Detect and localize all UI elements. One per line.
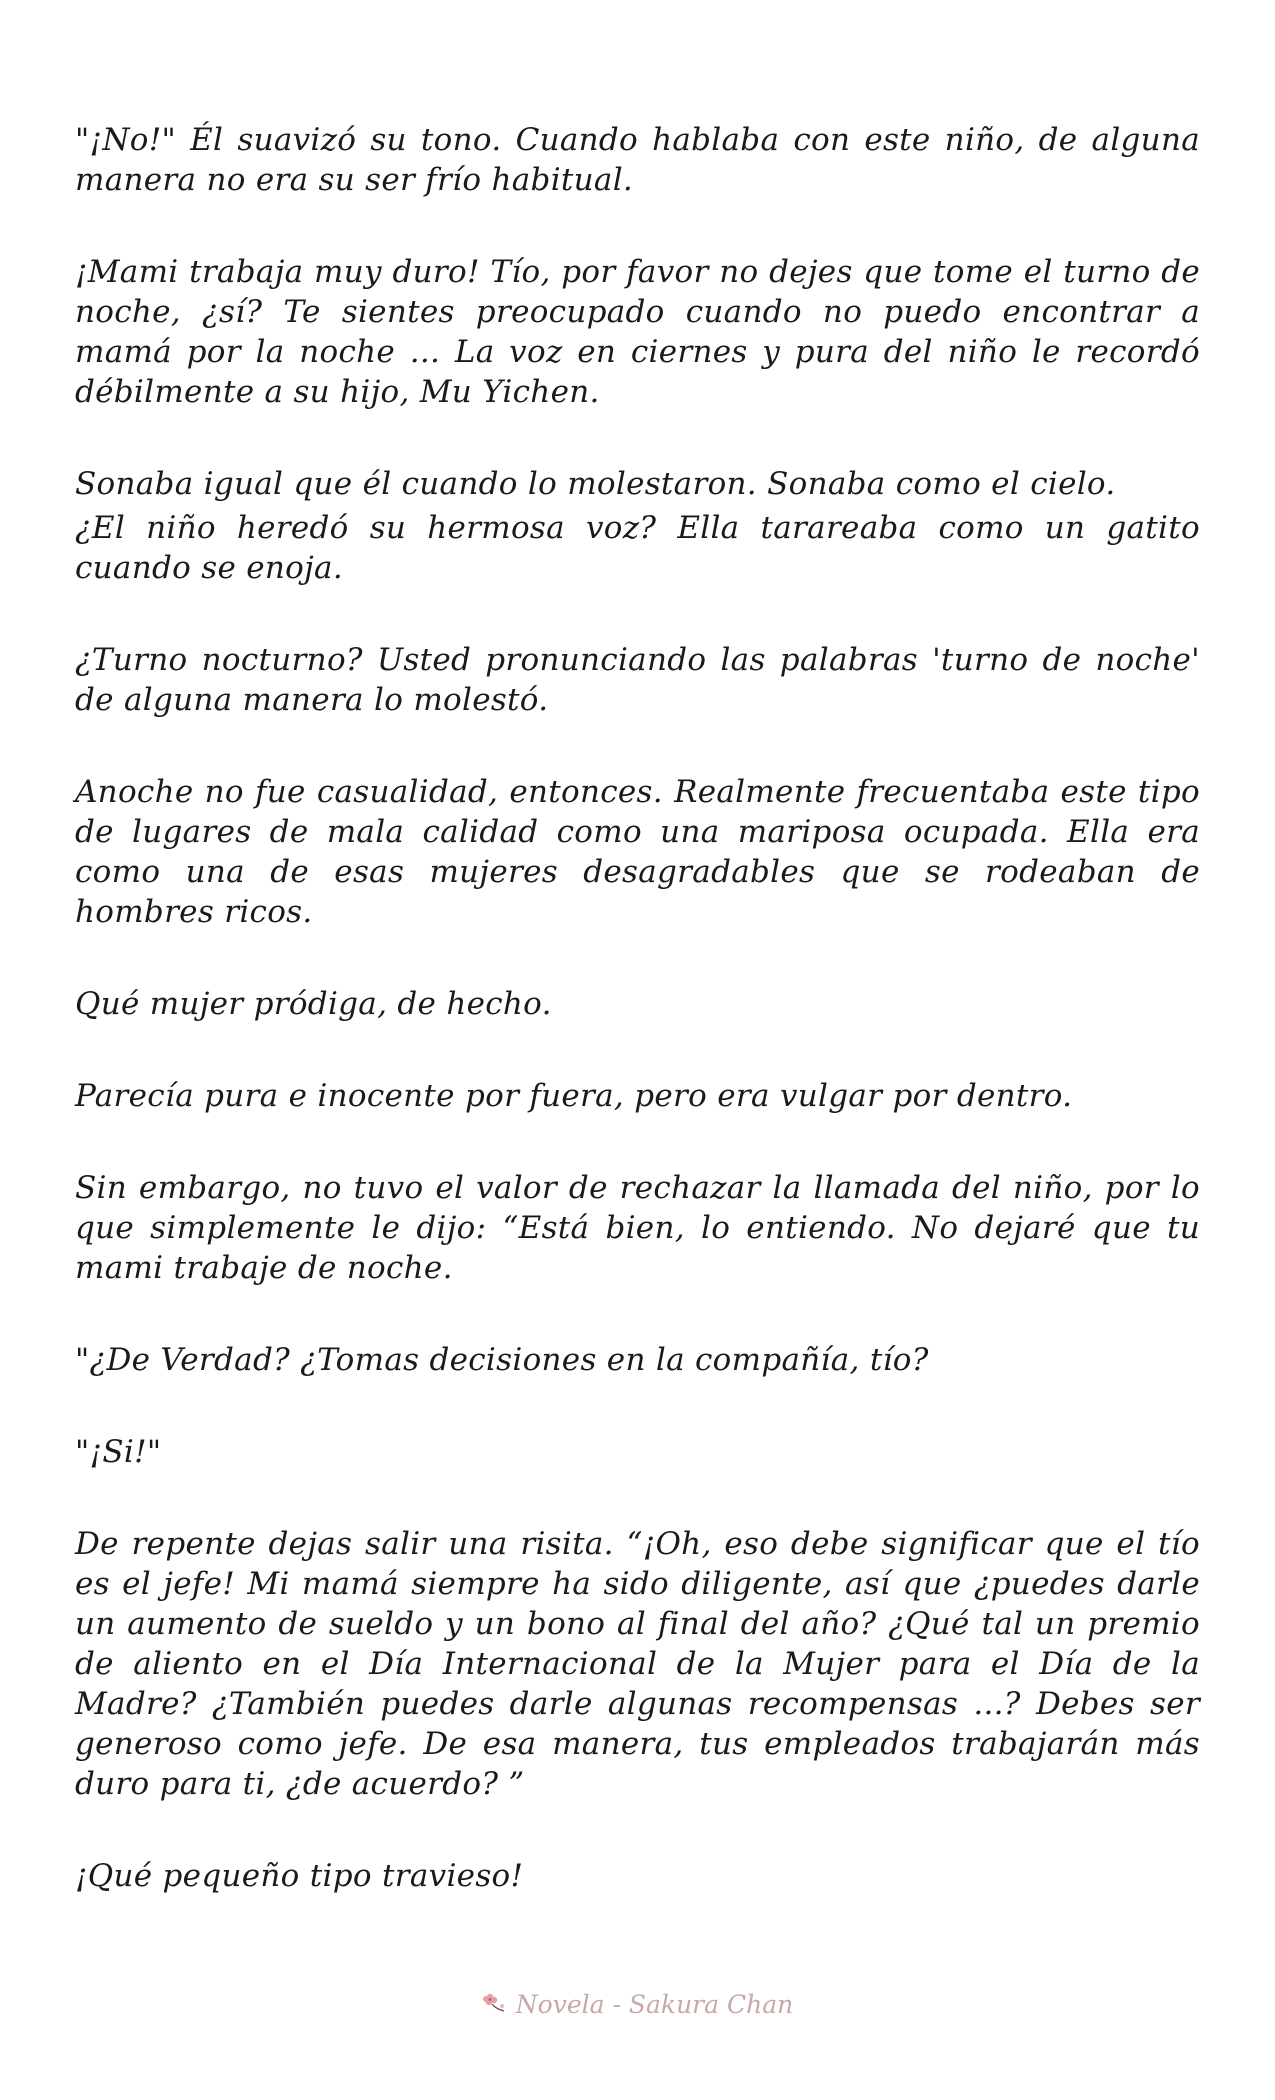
paragraph: Parecía pura e inocente por fuera, pero era vulgar por dentro. — [75, 1078, 1073, 1114]
paragraph: ¿El niño heredó su hermosa voz? Ella tarareaba como un gatito cuando se enoja. — [75, 510, 1200, 586]
paragraph: Qué mujer pródiga, de hecho. — [75, 986, 552, 1022]
watermark-text: Novela - Sakura Chan — [515, 1990, 794, 2019]
paragraph: ¡Mami trabaja muy duro! Tío, por favor no dejes que tome el turno de noche, ¿sí? Te sientes preocupado cuando no puedo encontrar a mamá por la noche ... La voz en ciernes y pura del niño le recordó débilmente a su hijo, Mu Yichen. — [75, 254, 1200, 410]
sakura-flower-icon — [482, 1991, 510, 2015]
paragraph: Sonaba igual que él cuando lo molestaron. Sonaba como el cielo. — [75, 466, 1116, 502]
paragraph: "¡Si!" — [75, 1434, 162, 1470]
document-body — [75, 120, 1200, 1948]
paragraph: ¿Turno nocturno? Usted pronunciando las palabras 'turno de noche' de alguna manera lo molestó. — [75, 642, 1200, 718]
paragraph: Sin embargo, no tuvo el valor de rechazar la llamada del niño, por lo que simplemente le dijo: “Está bien, lo entiendo. No dejaré que tu mami trabaje de noche. — [75, 1170, 1200, 1286]
paragraph: ¡Qué pequeño tipo travieso! — [75, 1858, 524, 1894]
paragraph: "¿De Verdad? ¿Tomas decisiones en la compañía, tío? — [75, 1342, 929, 1378]
paragraph: Anoche no fue casualidad, entonces. Realmente frecuentaba este tipo de lugares de mala calidad como una mariposa ocupada. Ella era como una de esas mujeres desagradables que se rodeaban de hombres ricos. — [75, 774, 1200, 930]
watermark — [0, 1990, 1275, 2019]
paragraph: "¡No!" Él suavizó su tono. Cuando hablaba con este niño, de alguna manera no era su ser frío habitual. — [75, 122, 1200, 198]
paragraph: De repente dejas salir una risita. “¡Oh, eso debe significar que el tío es el jefe! Mi mamá siempre ha sido diligente, así que ¿puedes darle un aumento de sueldo y un bono al final del año? ¿Qué tal un premio de aliento en el Día Internacional de la Mujer para el Día de la Madre? ¿También puedes darle algunas recompensas ...? Debes ser generoso como jefe. De esa manera, tus empleados trabajarán más duro para ti, ¿de acuerdo? ” — [75, 1526, 1200, 1802]
